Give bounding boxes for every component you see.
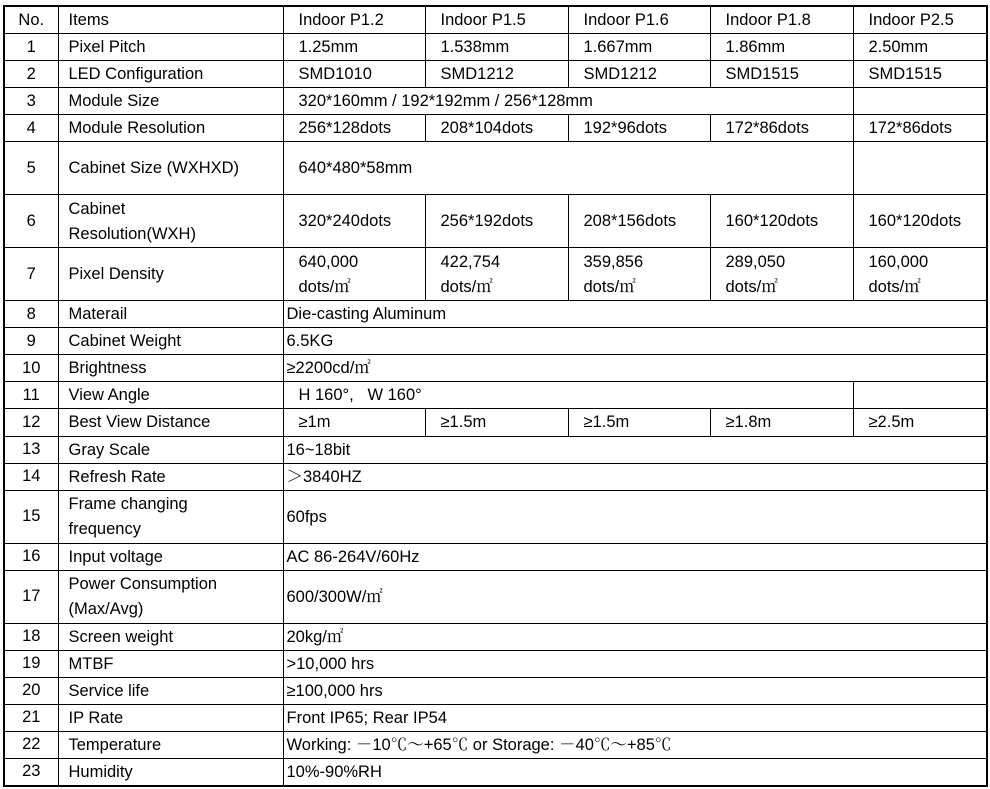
row-value: 1.25mm	[283, 34, 425, 61]
header-model: Indoor P2.5	[853, 6, 987, 34]
row-number: 13	[4, 436, 58, 463]
table-row	[4, 409, 987, 436]
header-model: Indoor P1.6	[568, 6, 710, 34]
row-item: Cabinet Size (WXHXD)	[58, 142, 283, 195]
table-row	[4, 704, 987, 731]
row-value: 1.667mm	[568, 34, 710, 61]
table-row	[4, 758, 987, 786]
row-item: Cabinet Weight	[58, 328, 283, 355]
row-value: 172*86dots	[853, 115, 987, 142]
row-value: 20kg/㎡	[283, 623, 987, 650]
row-number: 3	[4, 88, 58, 115]
row-value: ≥1.5m	[425, 409, 568, 436]
row-value: 208*156dots	[568, 195, 710, 248]
row-item: Refresh Rate	[58, 463, 283, 490]
row-item: Pixel Pitch	[58, 34, 283, 61]
row-value: 172*86dots	[710, 115, 853, 142]
row-item: Power Consumption (Max/Avg)	[58, 570, 283, 623]
row-item: Humidity	[58, 758, 283, 786]
row-number: 20	[4, 677, 58, 704]
row-value-empty	[853, 382, 987, 409]
table-row	[4, 731, 987, 758]
row-value: 160,000 dots/㎡	[853, 248, 987, 301]
row-number: 5	[4, 142, 58, 195]
row-item: Input voltage	[58, 543, 283, 570]
row-value-empty	[853, 142, 987, 195]
table-header-row	[4, 6, 987, 34]
table-row	[4, 301, 987, 328]
row-value: >10,000 hrs	[283, 650, 987, 677]
row-value: ≥1m	[283, 409, 425, 436]
table-row	[4, 623, 987, 650]
row-value: 640*480*58mm	[283, 142, 853, 195]
header-model: Indoor P1.5	[425, 6, 568, 34]
row-value: 2.50mm	[853, 34, 987, 61]
header-items: Items	[58, 6, 283, 34]
table-row	[4, 142, 987, 195]
row-value: SMD1010	[283, 61, 425, 88]
row-item: LED Configuration	[58, 61, 283, 88]
row-value: 60fps	[283, 490, 987, 543]
table-row	[4, 61, 987, 88]
row-value: SMD1515	[710, 61, 853, 88]
row-item: Brightness	[58, 355, 283, 382]
row-item: Pixel Density	[58, 248, 283, 301]
spec-table	[3, 5, 988, 787]
row-value: 6.5KG	[283, 328, 987, 355]
row-value: 16~18bit	[283, 436, 987, 463]
row-number: 23	[4, 758, 58, 786]
row-value: 289,050 dots/㎡	[710, 248, 853, 301]
row-number: 12	[4, 409, 58, 436]
row-value: 208*104dots	[425, 115, 568, 142]
row-item: Cabinet Resolution(WXH)	[58, 195, 283, 248]
row-value: Working: －10℃～+65℃ or Storage: －40℃～+85℃	[283, 731, 987, 758]
row-number: 1	[4, 34, 58, 61]
row-number: 19	[4, 650, 58, 677]
row-number: 2	[4, 61, 58, 88]
row-number: 21	[4, 704, 58, 731]
row-value: 422,754 dots/㎡	[425, 248, 568, 301]
row-value: 359,856 dots/㎡	[568, 248, 710, 301]
row-item: Best View Distance	[58, 409, 283, 436]
row-item: Frame changing frequency	[58, 490, 283, 543]
row-item: View Angle	[58, 382, 283, 409]
row-value: ≥1.8m	[710, 409, 853, 436]
row-value: 256*128dots	[283, 115, 425, 142]
row-value: ≥2.5m	[853, 409, 987, 436]
row-value: 1.86mm	[710, 34, 853, 61]
row-value: SMD1212	[425, 61, 568, 88]
row-value: Die-casting Aluminum	[283, 301, 987, 328]
row-number: 14	[4, 463, 58, 490]
table-row	[4, 570, 987, 623]
row-item: Module Resolution	[58, 115, 283, 142]
row-item: Gray Scale	[58, 436, 283, 463]
row-value: SMD1515	[853, 61, 987, 88]
row-value: 320*160mm / 192*192mm / 256*128mm	[283, 88, 853, 115]
row-value: SMD1212	[568, 61, 710, 88]
table-row	[4, 328, 987, 355]
table-row	[4, 115, 987, 142]
row-number: 15	[4, 490, 58, 543]
table-row	[4, 543, 987, 570]
row-value-empty	[853, 88, 987, 115]
row-value: 192*96dots	[568, 115, 710, 142]
row-number: 22	[4, 731, 58, 758]
row-number: 10	[4, 355, 58, 382]
table-row	[4, 88, 987, 115]
table-row	[4, 382, 987, 409]
row-item: MTBF	[58, 650, 283, 677]
row-item: Service life	[58, 677, 283, 704]
row-value: 10%-90%RH	[283, 758, 987, 786]
row-value: ≥1.5m	[568, 409, 710, 436]
header-no: No.	[4, 6, 58, 34]
header-model: Indoor P1.8	[710, 6, 853, 34]
table-row	[4, 677, 987, 704]
table-row	[4, 650, 987, 677]
table-row	[4, 355, 987, 382]
row-number: 4	[4, 115, 58, 142]
row-number: 7	[4, 248, 58, 301]
table-row	[4, 490, 987, 543]
row-value: H 160°, W 160°	[283, 382, 853, 409]
row-value: 640,000 dots/㎡	[283, 248, 425, 301]
row-number: 18	[4, 623, 58, 650]
table-row	[4, 463, 987, 490]
row-value: 160*120dots	[853, 195, 987, 248]
row-value: ≥2200cd/㎡	[283, 355, 987, 382]
row-value: 320*240dots	[283, 195, 425, 248]
table-row	[4, 248, 987, 301]
table-row	[4, 195, 987, 248]
row-item: Materail	[58, 301, 283, 328]
row-number: 6	[4, 195, 58, 248]
row-number: 9	[4, 328, 58, 355]
row-value: 256*192dots	[425, 195, 568, 248]
row-item: IP Rate	[58, 704, 283, 731]
row-number: 11	[4, 382, 58, 409]
row-number: 16	[4, 543, 58, 570]
table-row	[4, 34, 987, 61]
row-item: Temperature	[58, 731, 283, 758]
row-number: 17	[4, 570, 58, 623]
row-item: Module Size	[58, 88, 283, 115]
row-value: AC 86-264V/60Hz	[283, 543, 987, 570]
row-value: 600/300W/㎡	[283, 570, 987, 623]
row-number: 8	[4, 301, 58, 328]
row-value: ＞3840HZ	[283, 463, 987, 490]
row-value: 160*120dots	[710, 195, 853, 248]
row-value: ≥100,000 hrs	[283, 677, 987, 704]
header-model: Indoor P1.2	[283, 6, 425, 34]
table-row	[4, 436, 987, 463]
row-value: 1.538mm	[425, 34, 568, 61]
row-value: Front IP65; Rear IP54	[283, 704, 987, 731]
row-item: Screen weight	[58, 623, 283, 650]
